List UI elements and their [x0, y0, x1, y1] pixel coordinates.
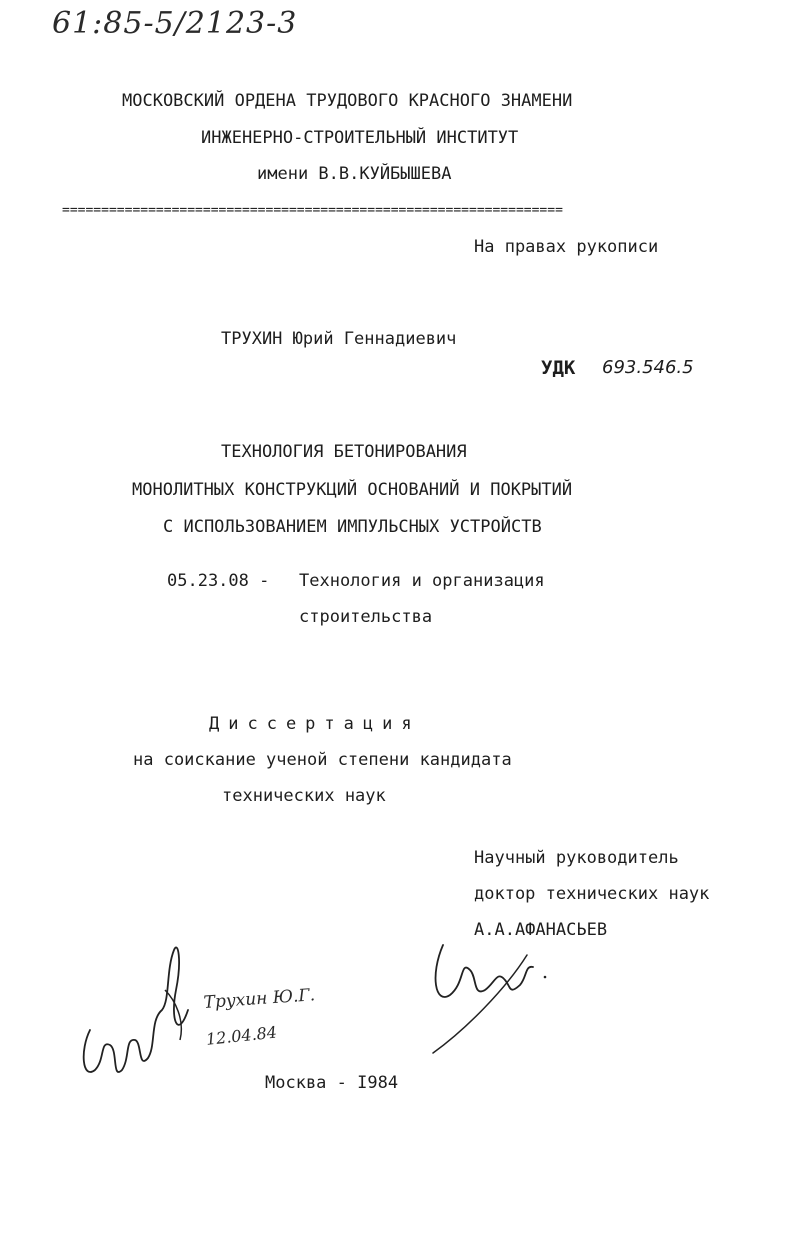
institution-line-1: МОСКОВСКИЙ ОРДЕНА ТРУДОВОГО КРАСНОГО ЗНАМЕНИ — [122, 91, 573, 111]
advisor-degree: доктор технических наук — [474, 884, 710, 904]
author-signature-name: Трухин Ю.Г. — [203, 985, 316, 1013]
udc-value: 693.546.5 — [602, 357, 694, 378]
author-signature-date: 12.04.84 — [205, 1022, 278, 1049]
advisor-role: Научный руководитель — [474, 848, 679, 868]
archive-code: 61:85-5/2123-3 — [52, 6, 298, 41]
advisor-signature — [425, 935, 555, 1060]
dissertation-line-3: технических наук — [222, 786, 386, 806]
header-separator: ================================================================ — [62, 205, 563, 216]
specialty-line-1: Технология и организация — [299, 571, 545, 591]
dissertation-line-2: на соискание ученой степени кандидата — [133, 750, 512, 770]
title-line-3: С ИСПОЛЬЗОВАНИЕМ ИМПУЛЬСНЫХ УСТРОЙСТВ — [163, 517, 542, 537]
specialty-code: 05.23.08 - — [167, 571, 270, 591]
title-line-2: МОНОЛИТНЫХ КОНСТРУКЦИЙ ОСНОВАНИЙ И ПОКРЫТИЙ — [132, 480, 573, 500]
institution-line-3: имени В.В.КУЙБЫШЕВА — [257, 164, 452, 184]
specialty-line-2: строительства — [299, 607, 433, 627]
author-signature — [70, 930, 210, 1100]
udc-label: УДК — [541, 357, 576, 379]
manuscript-note: На правах рукописи — [474, 237, 659, 257]
title-line-1: ТЕХНОЛОГИЯ БЕТОНИРОВАНИЯ — [221, 442, 467, 462]
institution-line-2: ИНЖЕНЕРНО-СТРОИТЕЛЬНЫЙ ИНСТИТУТ — [201, 128, 519, 148]
author-name: ТРУХИН Юрий Геннадиевич — [221, 329, 457, 349]
advisor-name: А.А.АФАНАСЬЕВ — [474, 920, 608, 940]
dissertation-word: Диссертация — [209, 714, 421, 734]
city-year: Москва - I984 — [265, 1073, 399, 1093]
